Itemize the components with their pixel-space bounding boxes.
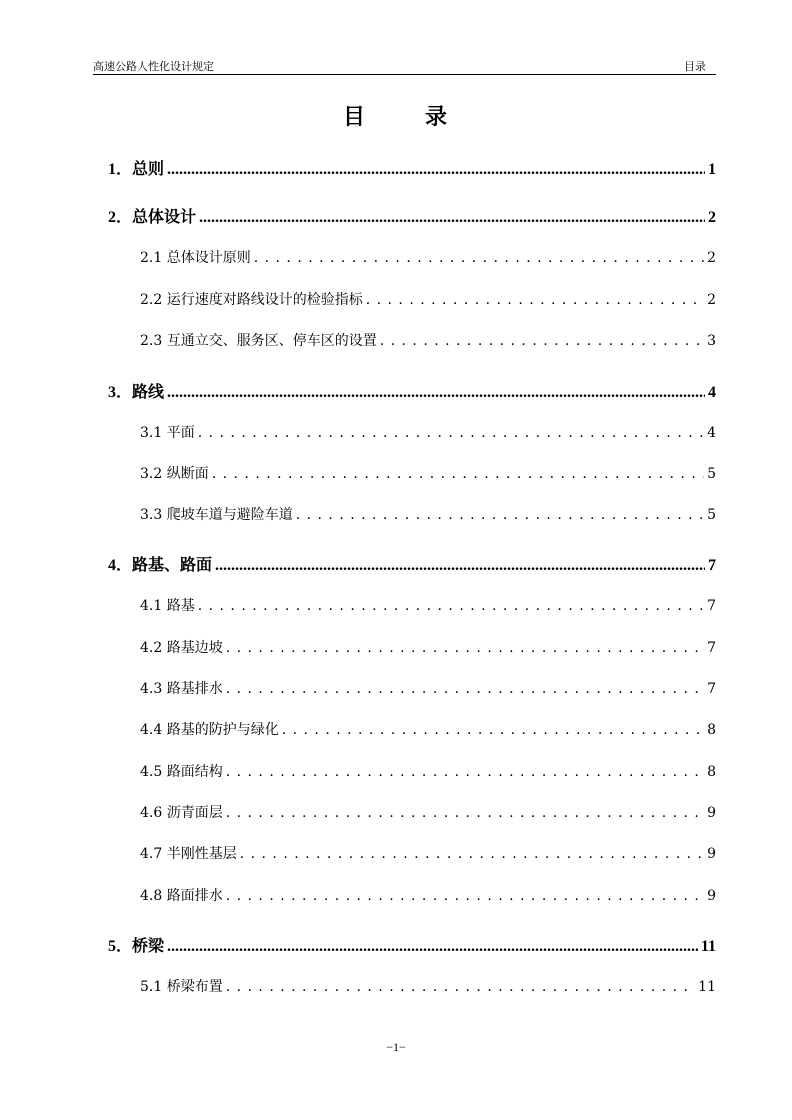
toc-entry-page: 9 (707, 888, 716, 904)
title-part-2: 录 (425, 104, 450, 130)
toc-entry-page: 2 (707, 250, 716, 266)
toc-entry-label: 2．总体设计 (108, 209, 197, 226)
toc-chapter-1[interactable] (108, 156, 716, 179)
toc-entry-page: 3 (707, 333, 716, 349)
toc-entry-label: 4．路基、路面 (108, 557, 213, 574)
toc-entry-label: 4.7 半刚性基层 (140, 846, 237, 862)
toc-dot-leader (226, 979, 695, 995)
toc-entry-label: 2.2 运行速度对路线设计的检验指标 (140, 292, 363, 308)
running-header (93, 56, 716, 75)
toc-entry-page: 7 (708, 557, 716, 574)
toc-entry-page: 1 (708, 161, 716, 178)
toc-dot-leader (226, 764, 704, 780)
toc-entry-page: 11 (698, 979, 716, 995)
toc-section-4-5[interactable] (140, 761, 716, 781)
toc-section-3-3[interactable] (140, 504, 716, 524)
toc-entry-label: 2.3 互通立交、服务区、停车区的设置 (140, 333, 377, 349)
toc-dot-leader (226, 640, 704, 656)
toc-dot-leader (366, 292, 704, 308)
toc-section-2-1[interactable] (140, 247, 716, 267)
toc-dot-leader (167, 938, 698, 956)
toc-chapter-4[interactable] (108, 552, 716, 575)
toc-dot-leader (167, 161, 705, 179)
toc-entry-page: 7 (707, 640, 716, 656)
toc-entry-label: 3.2 纵断面 (140, 466, 209, 482)
toc-entry-label: 4.1 路基 (140, 598, 195, 614)
toc-section-2-2[interactable] (140, 289, 716, 309)
toc-entry-page: 2 (708, 209, 716, 226)
toc-dot-leader (296, 507, 704, 523)
toc-dot-leader (226, 888, 704, 904)
toc-dot-leader (226, 805, 704, 821)
toc-dot-leader (240, 846, 704, 862)
toc-dot-leader (199, 209, 705, 227)
toc-entry-page: 8 (707, 722, 716, 738)
toc-entry-label: 5．桥梁 (108, 938, 165, 955)
toc-entry-label: 4.6 沥青面层 (140, 805, 223, 821)
toc-section-4-7[interactable] (140, 843, 716, 863)
toc-chapter-5[interactable] (108, 933, 716, 956)
toc-dot-leader (212, 466, 704, 482)
toc-section-5-1[interactable] (140, 976, 716, 996)
toc-entry-label: 4.8 路面排水 (140, 888, 223, 904)
toc-entry-page: 2 (707, 292, 716, 308)
toc-entry-page: 5 (707, 466, 716, 482)
toc-dot-leader (215, 557, 705, 575)
toc-chapter-3[interactable] (108, 379, 716, 402)
toc-entry-label: 4.4 路基的防护与绿化 (140, 722, 279, 738)
toc-entry-label: 3.3 爬坡车道与避险车道 (140, 507, 293, 523)
toc-entry-page: 4 (707, 425, 716, 441)
toc-chapter-2[interactable] (108, 204, 716, 227)
toc-entry-page: 8 (707, 764, 716, 780)
toc-dot-leader (226, 681, 704, 697)
toc-section-4-3[interactable] (140, 678, 716, 698)
toc-dot-leader (167, 384, 705, 402)
toc-dot-leader (380, 333, 704, 349)
toc-section-4-8[interactable] (140, 885, 716, 905)
toc-entry-label: 3.1 平面 (140, 425, 195, 441)
toc-entry-label: 5.1 桥梁布置 (140, 979, 223, 995)
toc-entry-page: 7 (707, 598, 716, 614)
toc-entry-label: 1．总则 (108, 161, 165, 178)
toc-entry-page: 11 (700, 938, 716, 955)
toc-entry-page: 9 (707, 805, 716, 821)
toc-section-4-2[interactable] (140, 637, 716, 657)
toc-section-4-1[interactable] (140, 595, 716, 615)
toc-entry-label: 4.2 路基边坡 (140, 640, 223, 656)
toc-section-4-4[interactable] (140, 719, 716, 739)
toc-section-3-1[interactable] (140, 422, 716, 442)
page-title (0, 100, 792, 131)
toc-entry-page: 4 (708, 384, 716, 401)
toc-entry-label: 4.3 路基排水 (140, 681, 223, 697)
toc-entry-label: 3．路线 (108, 384, 165, 401)
toc-dot-leader (254, 250, 704, 266)
toc-entry-label: 4.5 路面结构 (140, 764, 223, 780)
page-number: −1− (386, 1040, 406, 1054)
toc-entry-label: 2.1 总体设计原则 (140, 250, 251, 266)
toc-entry-page: 9 (707, 846, 716, 862)
header-section-name: 目录 (684, 60, 706, 73)
title-part-1: 目 (342, 104, 367, 130)
toc-section-2-3[interactable] (140, 330, 716, 350)
toc-section-4-6[interactable] (140, 802, 716, 822)
toc-dot-leader (282, 722, 704, 738)
header-document-title: 高速公路人性化设计规定 (93, 60, 214, 73)
toc-dot-leader (198, 425, 704, 441)
toc-section-3-2[interactable] (140, 463, 716, 483)
toc-dot-leader (198, 598, 704, 614)
toc-entry-page: 5 (707, 507, 716, 523)
toc-entry-page: 7 (707, 681, 716, 697)
